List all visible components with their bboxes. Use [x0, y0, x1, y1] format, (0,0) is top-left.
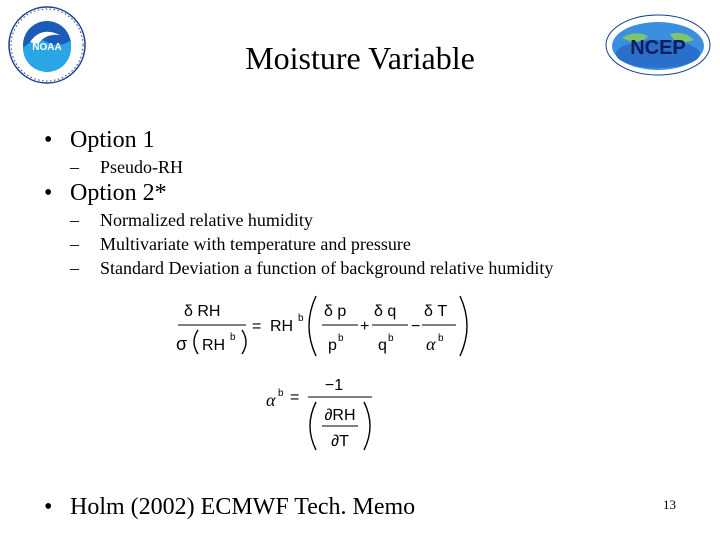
sub-bullet-marker: – — [70, 157, 79, 177]
eq1-coef-sup: b — [298, 313, 304, 324]
eq1-t1-den: p — [328, 337, 337, 354]
eq1-minus: − — [411, 318, 421, 335]
eq1-t3-numerator: δ T — [424, 303, 448, 320]
equation-1 — [170, 290, 480, 362]
sub-bullet-text: Normalized relative humidity — [100, 210, 313, 230]
eq1-big-open-paren — [309, 296, 316, 356]
eq1-lhs-close-paren — [242, 330, 246, 354]
eq1-lhs-den-sup: b — [230, 332, 236, 343]
eq1-lhs-numerator: δ RH — [184, 303, 221, 320]
sub-bullet-marker: – — [70, 258, 79, 278]
bullet-text: Holm (2002) ECMWF Tech. Memo — [70, 494, 416, 520]
sub-bullet-pseudo-rh — [70, 156, 183, 178]
sub-bullet-standard-deviation — [70, 257, 553, 279]
eq1-t1-den-sup: b — [338, 333, 344, 344]
page-title: Moisture Variable — [245, 40, 475, 76]
eq1-t2-numerator: δ q — [374, 303, 397, 320]
slide-number: 13 — [663, 497, 676, 512]
eq2-lhs-sup: b — [278, 388, 284, 399]
bullet-marker: • — [44, 180, 53, 206]
eq1-plus: + — [360, 318, 370, 335]
bullet-marker: • — [44, 127, 53, 153]
sub-bullet-normalized-rh — [70, 209, 313, 231]
eq1-big-close-paren — [460, 296, 467, 356]
sub-bullet-text: Multivariate with temperature and pressure — [100, 234, 411, 254]
eq2-equals: = — [290, 389, 300, 406]
eq1-lhs-den-inner: RH — [202, 337, 226, 354]
eq1-t1-numerator: δ p — [324, 303, 347, 320]
eq2-lhs: α — [266, 390, 276, 410]
eq1-equals: = — [252, 318, 262, 335]
eq1-t3-den-sup: b — [438, 333, 444, 344]
equation-2 — [264, 370, 384, 456]
eq2-inner-numerator: ∂RH — [324, 407, 356, 424]
svg-text:NCEP: NCEP — [630, 37, 686, 59]
sub-bullet-text: Pseudo-RH — [100, 157, 184, 177]
bullet-text: Option 1 — [70, 127, 155, 153]
sub-bullet-text: Standard Deviation a function of background relative humidity — [100, 258, 554, 278]
sub-bullet-marker: – — [70, 234, 79, 254]
svg-text:NOAA: NOAA — [32, 42, 62, 53]
eq1-t3-den: α — [426, 334, 436, 354]
bullet-option-2 — [44, 179, 167, 207]
eq2-numerator: −1 — [324, 377, 344, 394]
eq1-coef: RH — [270, 318, 294, 335]
eq1-t2-den: q — [378, 337, 387, 354]
bullet-holm-reference — [44, 493, 415, 521]
eq2-open-paren — [310, 402, 316, 450]
eq2-close-paren — [364, 402, 370, 450]
eq1-t2-den-sup: b — [388, 333, 394, 344]
bullet-option-1 — [44, 126, 155, 154]
sub-bullet-marker: – — [70, 210, 79, 230]
sub-bullet-multivariate — [70, 233, 411, 255]
eq1-lhs-open-paren — [194, 330, 198, 354]
bullet-text: Option 2* — [70, 180, 167, 206]
eq1-lhs-sigma: σ — [176, 334, 188, 354]
bullet-marker: • — [44, 494, 53, 520]
eq2-inner-denominator: ∂T — [331, 433, 349, 450]
